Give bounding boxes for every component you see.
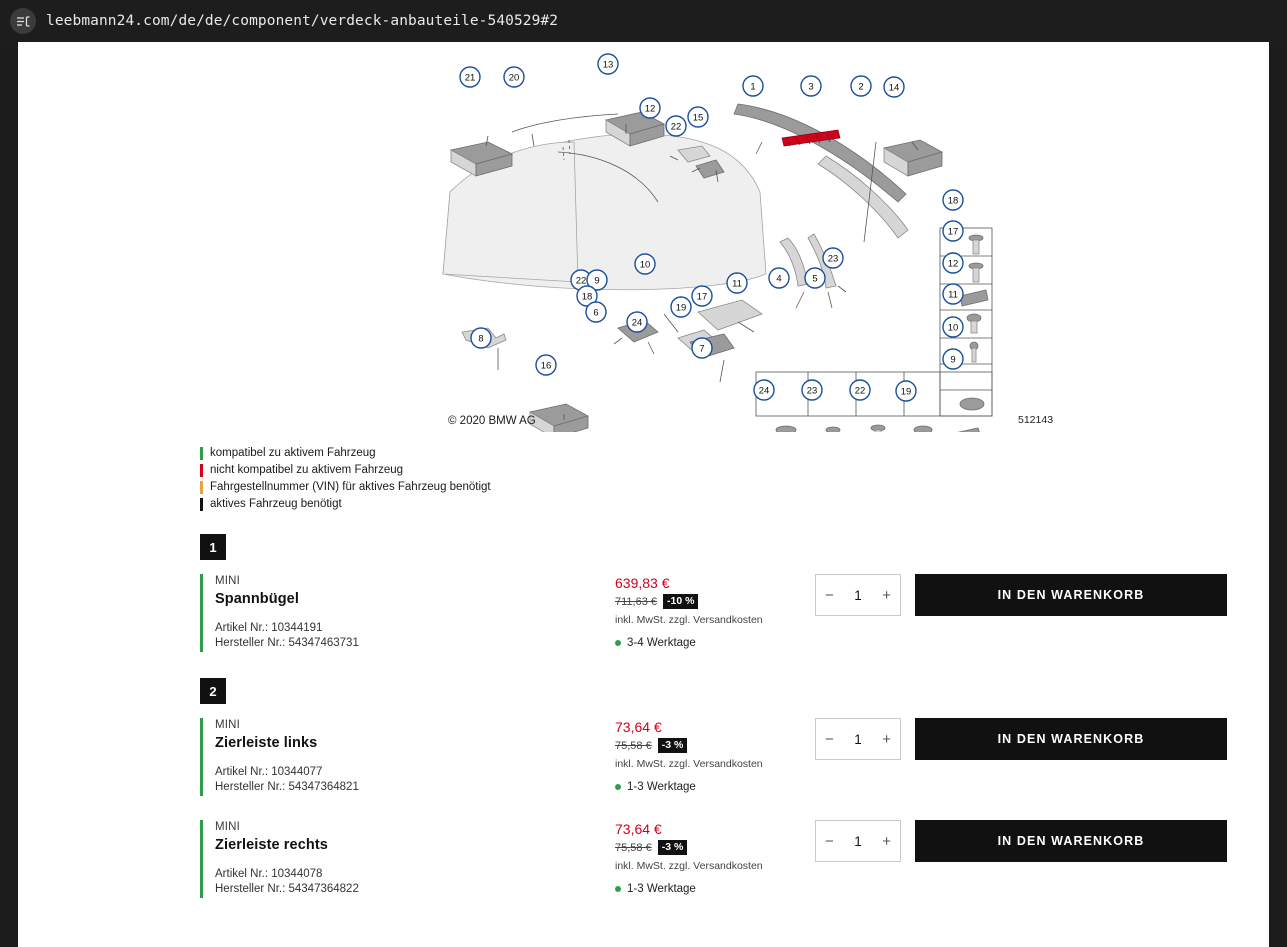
availability-text: 1-3 Werktage xyxy=(627,883,696,895)
legend-color-swatch xyxy=(200,447,203,460)
svg-text:15: 15 xyxy=(692,112,704,124)
legend-item xyxy=(200,446,1269,461)
legend-color-swatch xyxy=(200,498,203,511)
parts-diagram-svg xyxy=(18,42,1269,432)
quantity-value[interactable]: 1 xyxy=(854,587,862,603)
quantity-value[interactable]: 1 xyxy=(854,833,862,849)
old-price: 75,58 € xyxy=(615,739,652,752)
product-title[interactable]: Spannbügel xyxy=(215,591,299,607)
product-row xyxy=(200,820,1269,898)
price-block xyxy=(615,718,793,793)
availability xyxy=(615,637,793,649)
manufacturer-number: Hersteller Nr.: 54347364822 xyxy=(215,883,359,895)
product-row xyxy=(200,718,1269,796)
legend-color-swatch xyxy=(200,481,203,494)
product-info xyxy=(215,574,615,651)
quantity-stepper[interactable] xyxy=(815,574,901,616)
availability-text: 3-4 Werktage xyxy=(627,637,696,649)
compatibility-indicator xyxy=(200,718,203,796)
svg-text:17: 17 xyxy=(947,226,959,238)
product-info xyxy=(215,718,615,795)
old-price: 75,58 € xyxy=(615,841,652,854)
svg-text:5: 5 xyxy=(812,273,818,285)
old-price-line xyxy=(615,840,793,855)
svg-text:24: 24 xyxy=(631,317,643,329)
svg-text:23: 23 xyxy=(806,385,818,397)
price-block xyxy=(615,574,793,649)
svg-text:18: 18 xyxy=(947,195,959,207)
quantity-decrease-button[interactable]: − xyxy=(825,586,834,604)
article-number: Artikel Nr.: 10344078 xyxy=(215,868,323,880)
compatibility-indicator xyxy=(200,820,203,898)
product-brand: MINI xyxy=(215,719,241,731)
part-group-badge: 1 xyxy=(200,534,226,560)
product-brand: MINI xyxy=(215,575,241,587)
add-to-cart-button[interactable]: IN DEN WARENKORB xyxy=(915,718,1227,760)
svg-text:18: 18 xyxy=(581,291,593,303)
quantity-increase-button[interactable]: + xyxy=(882,730,891,748)
svg-text:10: 10 xyxy=(947,322,959,334)
svg-text:3: 3 xyxy=(808,81,814,93)
old-price-line xyxy=(615,738,793,753)
quantity-stepper[interactable] xyxy=(815,718,901,760)
add-to-cart-button[interactable]: IN DEN WARENKORB xyxy=(915,574,1227,616)
availability-text: 1-3 Werktage xyxy=(627,781,696,793)
price-block xyxy=(615,820,793,895)
old-price-line xyxy=(615,594,793,609)
parts-diagram xyxy=(18,42,1269,432)
svg-text:11: 11 xyxy=(948,289,958,301)
browser-toolbar xyxy=(0,0,1287,42)
manufacturer-number: Hersteller Nr.: 54347463731 xyxy=(215,637,359,649)
product-info xyxy=(215,820,615,897)
reader-mode-icon[interactable] xyxy=(10,8,36,34)
discount-badge: -3 % xyxy=(658,738,688,753)
svg-text:22: 22 xyxy=(670,121,682,133)
svg-text:24: 24 xyxy=(758,385,770,397)
legend-label: Fahrgestellnummer (VIN) für aktives Fahrzeug benötigt xyxy=(210,481,491,493)
quantity-increase-button[interactable]: + xyxy=(882,586,891,604)
quantity-increase-button[interactable]: + xyxy=(882,832,891,850)
page-content xyxy=(18,42,1269,947)
svg-text:9: 9 xyxy=(594,275,600,287)
manufacturer-number: Hersteller Nr.: 54347364821 xyxy=(215,781,359,793)
svg-text:2: 2 xyxy=(858,81,864,93)
quantity-decrease-button[interactable]: − xyxy=(825,730,834,748)
quantity-decrease-button[interactable]: − xyxy=(825,832,834,850)
tax-note: inkl. MwSt. zzgl. Versandkosten xyxy=(615,758,763,770)
current-price: 73,64 € xyxy=(615,821,662,837)
url-text: leebmann24.com/de/de/component/verdeck-anbauteile-540529#2 xyxy=(46,13,559,29)
quantity-stepper[interactable] xyxy=(815,820,901,862)
svg-text:22: 22 xyxy=(575,275,587,287)
product-brand: MINI xyxy=(215,821,241,833)
svg-text:10: 10 xyxy=(639,259,651,271)
product-title[interactable]: Zierleiste rechts xyxy=(215,837,328,853)
product-meta xyxy=(215,867,615,897)
current-price: 73,64 € xyxy=(615,719,662,735)
legend-label: kompatibel zu aktivem Fahrzeug xyxy=(210,447,376,459)
diagram-copyright: © 2020 BMW AG xyxy=(448,415,536,427)
svg-text:8: 8 xyxy=(478,333,484,345)
svg-text:23: 23 xyxy=(827,253,839,265)
product-title[interactable]: Zierleiste links xyxy=(215,735,318,751)
svg-text:4: 4 xyxy=(776,273,782,285)
availability-dot xyxy=(615,640,621,646)
compatibility-indicator xyxy=(200,574,203,652)
tax-note: inkl. MwSt. zzgl. Versandkosten xyxy=(615,614,763,626)
part-group xyxy=(200,534,1269,652)
svg-text:7: 7 xyxy=(699,343,705,355)
legend-color-swatch xyxy=(200,464,203,477)
add-to-cart-button[interactable]: IN DEN WARENKORB xyxy=(915,820,1227,862)
old-price: 711,63 € xyxy=(615,595,658,608)
tax-note: inkl. MwSt. zzgl. Versandkosten xyxy=(615,860,763,872)
svg-text:19: 19 xyxy=(900,386,912,398)
svg-text:16: 16 xyxy=(540,360,552,372)
product-meta xyxy=(215,765,615,795)
svg-text:14: 14 xyxy=(888,82,900,94)
svg-text:9: 9 xyxy=(950,354,956,366)
svg-text:12: 12 xyxy=(644,103,656,115)
availability-dot xyxy=(615,784,621,790)
quantity-value[interactable]: 1 xyxy=(854,731,862,747)
svg-text:21: 21 xyxy=(464,72,476,84)
product-meta xyxy=(215,621,615,651)
availability xyxy=(615,883,793,895)
article-number: Artikel Nr.: 10344077 xyxy=(215,766,323,778)
legend-label: nicht kompatibel zu aktivem Fahrzeug xyxy=(210,464,404,476)
svg-text:1: 1 xyxy=(750,81,756,93)
discount-badge: -3 % xyxy=(658,840,688,855)
svg-text:6: 6 xyxy=(593,307,599,319)
legend-item xyxy=(200,480,1269,495)
part-group-badge: 2 xyxy=(200,678,226,704)
legend-label: aktives Fahrzeug benötigt xyxy=(210,498,342,510)
article-number: Artikel Nr.: 10344191 xyxy=(215,622,323,634)
svg-text:13: 13 xyxy=(602,59,614,71)
availability-dot xyxy=(615,886,621,892)
svg-text:22: 22 xyxy=(854,385,866,397)
availability xyxy=(615,781,793,793)
legend-item xyxy=(200,497,1269,512)
compatibility-legend xyxy=(200,446,1269,512)
diagram-code: 512143 xyxy=(1018,414,1054,426)
svg-text:20: 20 xyxy=(508,72,520,84)
address-bar[interactable] xyxy=(6,6,558,36)
svg-text:17: 17 xyxy=(696,291,708,303)
current-price: 639,83 € xyxy=(615,575,670,591)
svg-text:19: 19 xyxy=(675,302,687,314)
svg-text:12: 12 xyxy=(947,258,959,270)
discount-badge: -10 % xyxy=(663,594,698,609)
product-row xyxy=(200,574,1269,652)
svg-text:11: 11 xyxy=(732,278,742,290)
part-group xyxy=(200,678,1269,898)
legend-item xyxy=(200,463,1269,478)
